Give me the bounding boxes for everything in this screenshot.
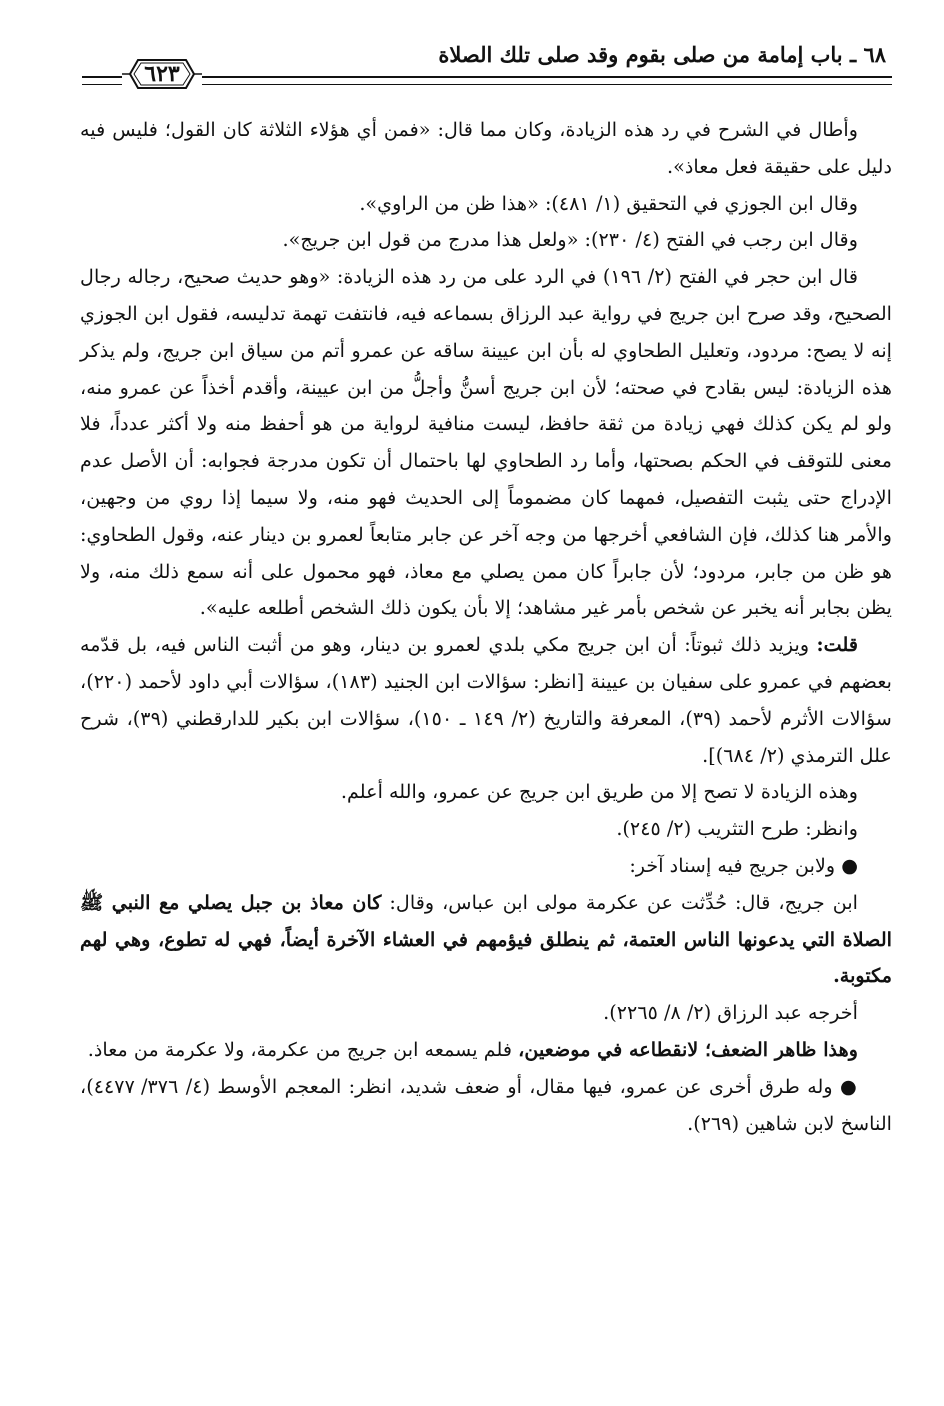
page-body: [80, 112, 892, 1142]
page-number-badge: [122, 54, 202, 94]
hadith-text: كان معاذ بن جبل يصلي مع النبي ﷺ الصلاة التي يدعونها الناس العتمة، ثم ينطلق فيؤمهم في العشاء الآخرة أيضاً، فهي له تطوع، وهي لهم مكتوبة.: [80, 890, 892, 988]
page-number: ٦٢٣: [144, 61, 180, 87]
page-header: [82, 40, 892, 100]
paragraph: [80, 627, 892, 774]
paragraph: قال ابن حجر في الفتح (٢/ ١٩٦) في الرد على من رد هذه الزيادة: «وهو حديث صحيح، رجاله رجال الصحيح، وقد صرح ابن جريج في رواية عبد الرزاق بسماعه فيه، فانتفت تهمة تدليسه، فقول ابن الجوزي إنه لا يصح: مردود، وتعليل الطحاوي له بأن ابن عيينة ساقه عن عمرو أتم من سياق ابن جريج، ولم يذكر هذه الزيادة: ليس بقادح في صحته؛ لأن ابن جريج أسنُّ وأجلُّ من ابن عيينة، وأقدم أخذاً عن عمرو منه، ولو لم يكن كذلك فهي زيادة من ثقة حافظ، ليست منافية لرواية من هو أحفظ منه ولا أكثر عدداً، فلا معنى للتوقف في الحكم بصحتها، وأما رد الطحاوي لها باحتمال أن تكون مدرجة فجوابه: أن الأصل عدم الإدراج حتى يثبت التفصيل، فمهما كان مضموماً إلى الحديث فهو منه، ولا سيما إذا روي من وجهين، والأمر هنا كذلك، فإن الشافعي أخرجها من وجه آخر عن جابر متابعاً لعمرو بن دينار عنه، وقول الطحاوي: هو ظن من جابر، مردود؛ لأن جابراً كان ممن يصلي مع معاذ، فهو محمول على أنه سمع ذلك منه، ولا يظن بجابر أنه يخبر عن شخص بأمر غير مشاهد؛ إلا بأن يكون ذلك الشخص أطلعه عليه».: [80, 265, 892, 620]
chain-text: ابن جريج، قال: حُدِّثت عن عكرمة مولى ابن عباس، وقال:: [381, 890, 858, 914]
paragraph: وأطال في الشرح في رد هذه الزيادة، وكان مما قال: «فمن أي هؤلاء الثلاثة كان القول؛ فليس فيه دليل على حقيقة فعل معاذ».: [80, 118, 892, 178]
ruling-text: وهذا ظاهر الضعف؛ لانقطاعه في موضعين،: [518, 1037, 858, 1061]
header-rule: [82, 76, 892, 85]
paragraph: ● ولابن جريج فيه إسناد آخر:: [629, 853, 858, 877]
ruling-detail: فلم يسمعه ابن جريج من عكرمة، ولا عكرمة من معاذ.: [87, 1037, 519, 1061]
chapter-title: ٦٨ ـ باب إمامة من صلى بقوم وقد صلى تلك الصلاة: [438, 42, 886, 67]
paragraph: وقال ابن الجوزي في التحقيق (١/ ٤٨١): «هذا ظن من الراوي».: [359, 191, 858, 215]
paragraph: وقال ابن رجب في الفتح (٤/ ٢٣٠): «ولعل هذا مدرج من قول ابن جريج».: [282, 228, 858, 252]
paragraph: أخرجه عبد الرزاق (٢/ ٨/ ٢٢٦٥).: [603, 1001, 858, 1025]
paragraph: ● وله طرق أخرى عن عمرو، فيها مقال، أو ضعف شديد، انظر: المعجم الأوسط (٤/ ٣٧٦/ ٤٤٧٧)، الناسخ لابن شاهين (٢٦٩).: [80, 1074, 892, 1135]
paragraph: [80, 1032, 892, 1069]
paragraph: وهذه الزيادة لا تصح إلا من طريق ابن جريج عن عمرو، والله أعلم.: [340, 780, 858, 804]
paragraph: [80, 885, 892, 995]
note-text: ويزيد ذلك ثبوتاً: أن ابن جريج مكي بلدي لعمرو بن دينار، وهو من أثبت الناس فيه، بل قدّمه بعضهم في عمرو على سفيان بن عيينة [انظر: سؤالات ابن الجنيد (١٨٣)، سؤالات أبي داود لأحمد (٢٢٠)، سؤالات الأثرم لأحمد (٣٩)، المعرفة والتاريخ (٢/ ١٤٩ ـ ١٥٠)، سؤالات ابن بكير للدارقطني (٣٩)، شرح علل الترمذي (٢/ ٦٨٤)].: [80, 633, 892, 767]
paragraph: وانظر: طرح التثريب (٢/ ٢٤٥).: [616, 817, 858, 841]
note-lead: قلت:: [816, 633, 858, 657]
